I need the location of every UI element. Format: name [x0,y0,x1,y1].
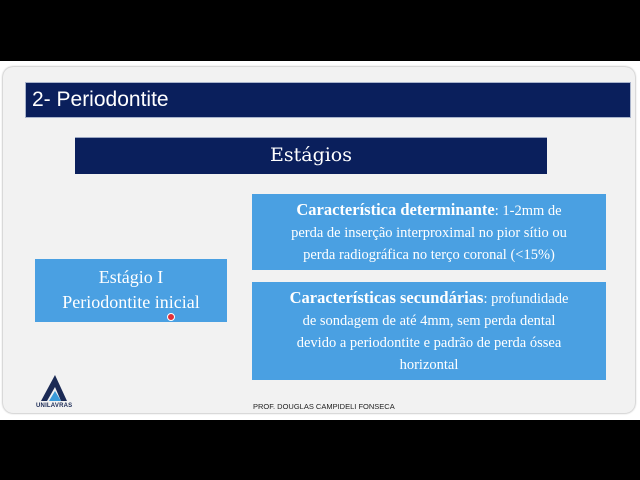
slide [0,61,640,420]
logo-text: UNILAVRAS [36,403,73,409]
secondary-characteristics-box [252,282,606,380]
stages-header: Estágios [75,137,547,174]
stage-name: Estágio I [98,267,164,287]
slide-title: 2- Periodontite [25,82,631,118]
determinant-line-2: perda de inserção interproximal no pior sítio ou [291,225,567,241]
stage-box [35,259,227,322]
secondary-line-2: de sondagem de até 4mm, sem perda dental [302,313,556,329]
secondary-heading: Características secundárias [289,288,484,307]
secondary-line-3: devido a periodontite e padrão de perda óssea [296,335,562,351]
slide-card [3,67,635,413]
stage-description: Periodontite inicial [62,292,200,312]
footer-author: PROF. DOUGLAS CAMPIDELI FONSECA [253,402,395,411]
determinant-line-1-rest: : 1-2mm de [494,203,562,219]
secondary-line-1-rest: : profundidade [483,291,569,307]
secondary-line-1 [252,287,606,310]
secondary-line-4: horizontal [399,357,459,373]
determinant-line-1 [252,199,606,222]
determinant-heading: Característica determinante [296,200,495,219]
determinant-characteristic-box [252,194,606,270]
determinant-line-3: perda radiográfica no terço coronal (<15%) [303,247,555,263]
laser-pointer-icon [167,313,175,321]
